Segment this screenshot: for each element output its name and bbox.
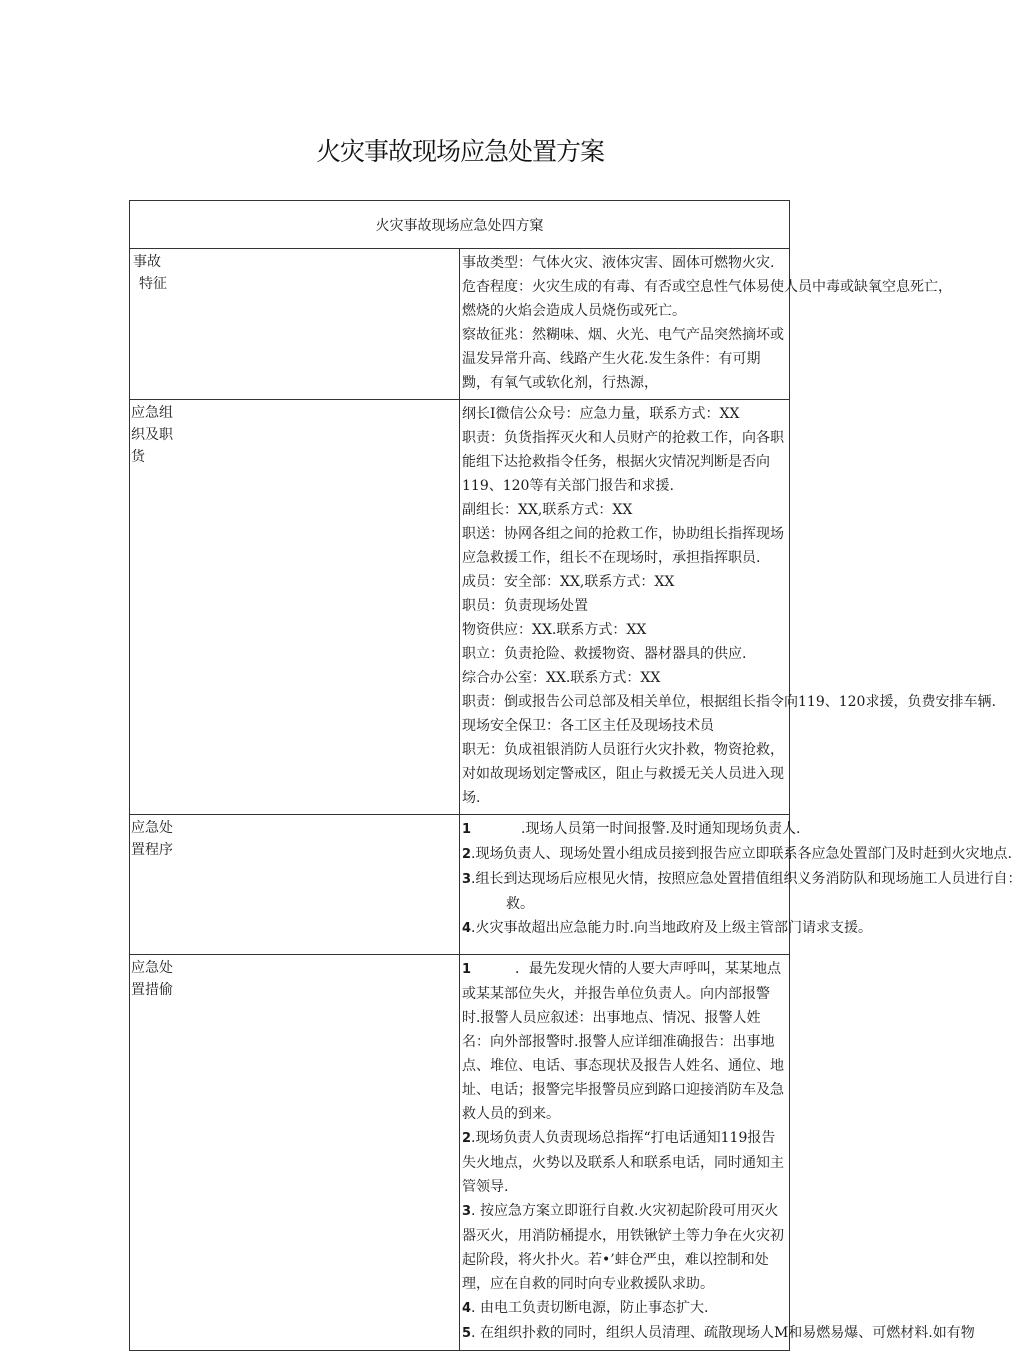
- table-row: [130, 249, 790, 400]
- text-line: 综合办公室：XX.联系方式：XX: [462, 670, 661, 686]
- list-item: 2.现场负责人负责现场总指挥“打电话通知119报告失火地点，火势以及联系人和联系电话，同时通知主管领导.: [462, 1130, 784, 1195]
- row-content-organization: [460, 400, 996, 815]
- text-line: 职送：协网各组之间的抢救工作，协助组长指挥现场应急救援工作，组长不在现场时，承担指挥职员.: [462, 526, 784, 566]
- text-line: 成员：安全部：XX,联系方式：XX: [462, 574, 675, 590]
- table-row: [130, 400, 790, 815]
- text-line: 察故征兆：然糊味、烟、火光、电气产品突然摘坏或温发异常升高、线路产生火花.发生条件：有可期黝，有氧气或软化剂，行热源，: [462, 327, 784, 391]
- table-row: [130, 955, 790, 1351]
- row-content-procedure: [460, 815, 1022, 955]
- text-line: 职无：负成祖银消防人员诳行火灾扑救，物资抢救，对如故现场划定警戒区，阻止与救援无关人员进入现场.: [462, 742, 784, 806]
- list-item: 3.组长到达现场后应根见火情，按照应急处置措值组织义务消防队和现场施工人员进行自：: [462, 871, 1022, 887]
- text-line: 事故类型：气体火灾、液体灾害、圄体可燃物火灾.: [462, 255, 775, 271]
- text-line: 燃烧的火焰会造成人员烧伤或死亡。: [462, 303, 686, 319]
- list-item: 4.火灾事故超出应急能力时.向当地政府及上级主管部门请求支援。: [462, 920, 872, 936]
- emergency-plan-table: [129, 200, 1022, 1351]
- table-row: [130, 815, 790, 955]
- row-label-measures: 应急处 置措偷: [130, 955, 460, 1351]
- row-label-accident-features: 事故 特征: [130, 249, 460, 400]
- table-header-row: [130, 201, 790, 249]
- document-title: 火灾事故现场应急处置方案: [315, 137, 604, 166]
- text-line: 职责：负货指挥灭火和人员财产的抢救工作，向各职能组下达抢救指令任务，根据火灾情况判断是否向119、120等有关部门报告和求援.: [462, 430, 784, 494]
- list-item: 2.现场负责人、现场处置小组成员接到报告应立即联系各应急处置部门及时赶到火灾地点.: [462, 846, 1012, 862]
- text-line: 物资供应：XX.联系方式：XX: [462, 622, 647, 638]
- text-line: 危杳程度：火灾生成的有毒、有否或空息性气体易使人员中毒或缺氧空息死亡，: [462, 279, 952, 295]
- list-item: 1 .现场人员第一时间报警.及时通知现场负责人.: [462, 821, 801, 837]
- text-line: 职责：倒或报告公司总部及相关单位，根据组长指令向119、120求援，负费安排车辆.: [462, 694, 996, 710]
- row-content-measures: [460, 955, 975, 1351]
- text-line: 职立：负责抢险、救援物资、器材器具的供应.: [462, 646, 747, 662]
- row-content-accident-features: [460, 249, 952, 400]
- text-line: 副组长：XX,联系方式：XX: [462, 502, 633, 518]
- table-header: 火灾事故现场应急处四方窠: [130, 201, 790, 249]
- text-line: 现场安全保卫：各工区主任及现场技术员: [462, 718, 714, 734]
- list-item: 1 ．最先发现火情的人要大声呼叫，某某地点或某某部位失火，并报告单位负责人。向内部报警时.报警人员应叙述：出事地点、情况、报警人姓名：向外部报警时.报警人应详细准确报告：出事地点、堆位、电话、事态现状及报告人姓名、通位、地址、电话；报警完毕报警员应到路口迎接消防车及急救人员的到来。: [462, 961, 784, 1122]
- list-item: 5. 在组织扑救的同时，组织人员清理、疏散现场人M和易燃易爆、可燃材料.如有物: [462, 1325, 975, 1341]
- list-item: 3. 按应急方案立即诳行自救.火灾初起阶段可用灭火器灭火，用消防桶提水，用铁锹铲土等力争在火灾初起阶段，将火扑火。若•’蚌仓严虫，难以控制和处理，应在自救的同时向专业救援队求助。: [462, 1203, 784, 1292]
- list-item: 4. 由电工负责切断电源，防止事态扩大.: [462, 1300, 709, 1316]
- text-line: 职员：负责现场处置: [462, 598, 588, 614]
- row-label-procedure: 应急处 置程序: [130, 815, 460, 955]
- row-label-organization: 应急组 织及职 货: [130, 400, 460, 815]
- text-line: 纲长I微信公众号：应急力量，联系方式：XX: [462, 406, 740, 422]
- list-item-continuation: 救。: [506, 896, 534, 912]
